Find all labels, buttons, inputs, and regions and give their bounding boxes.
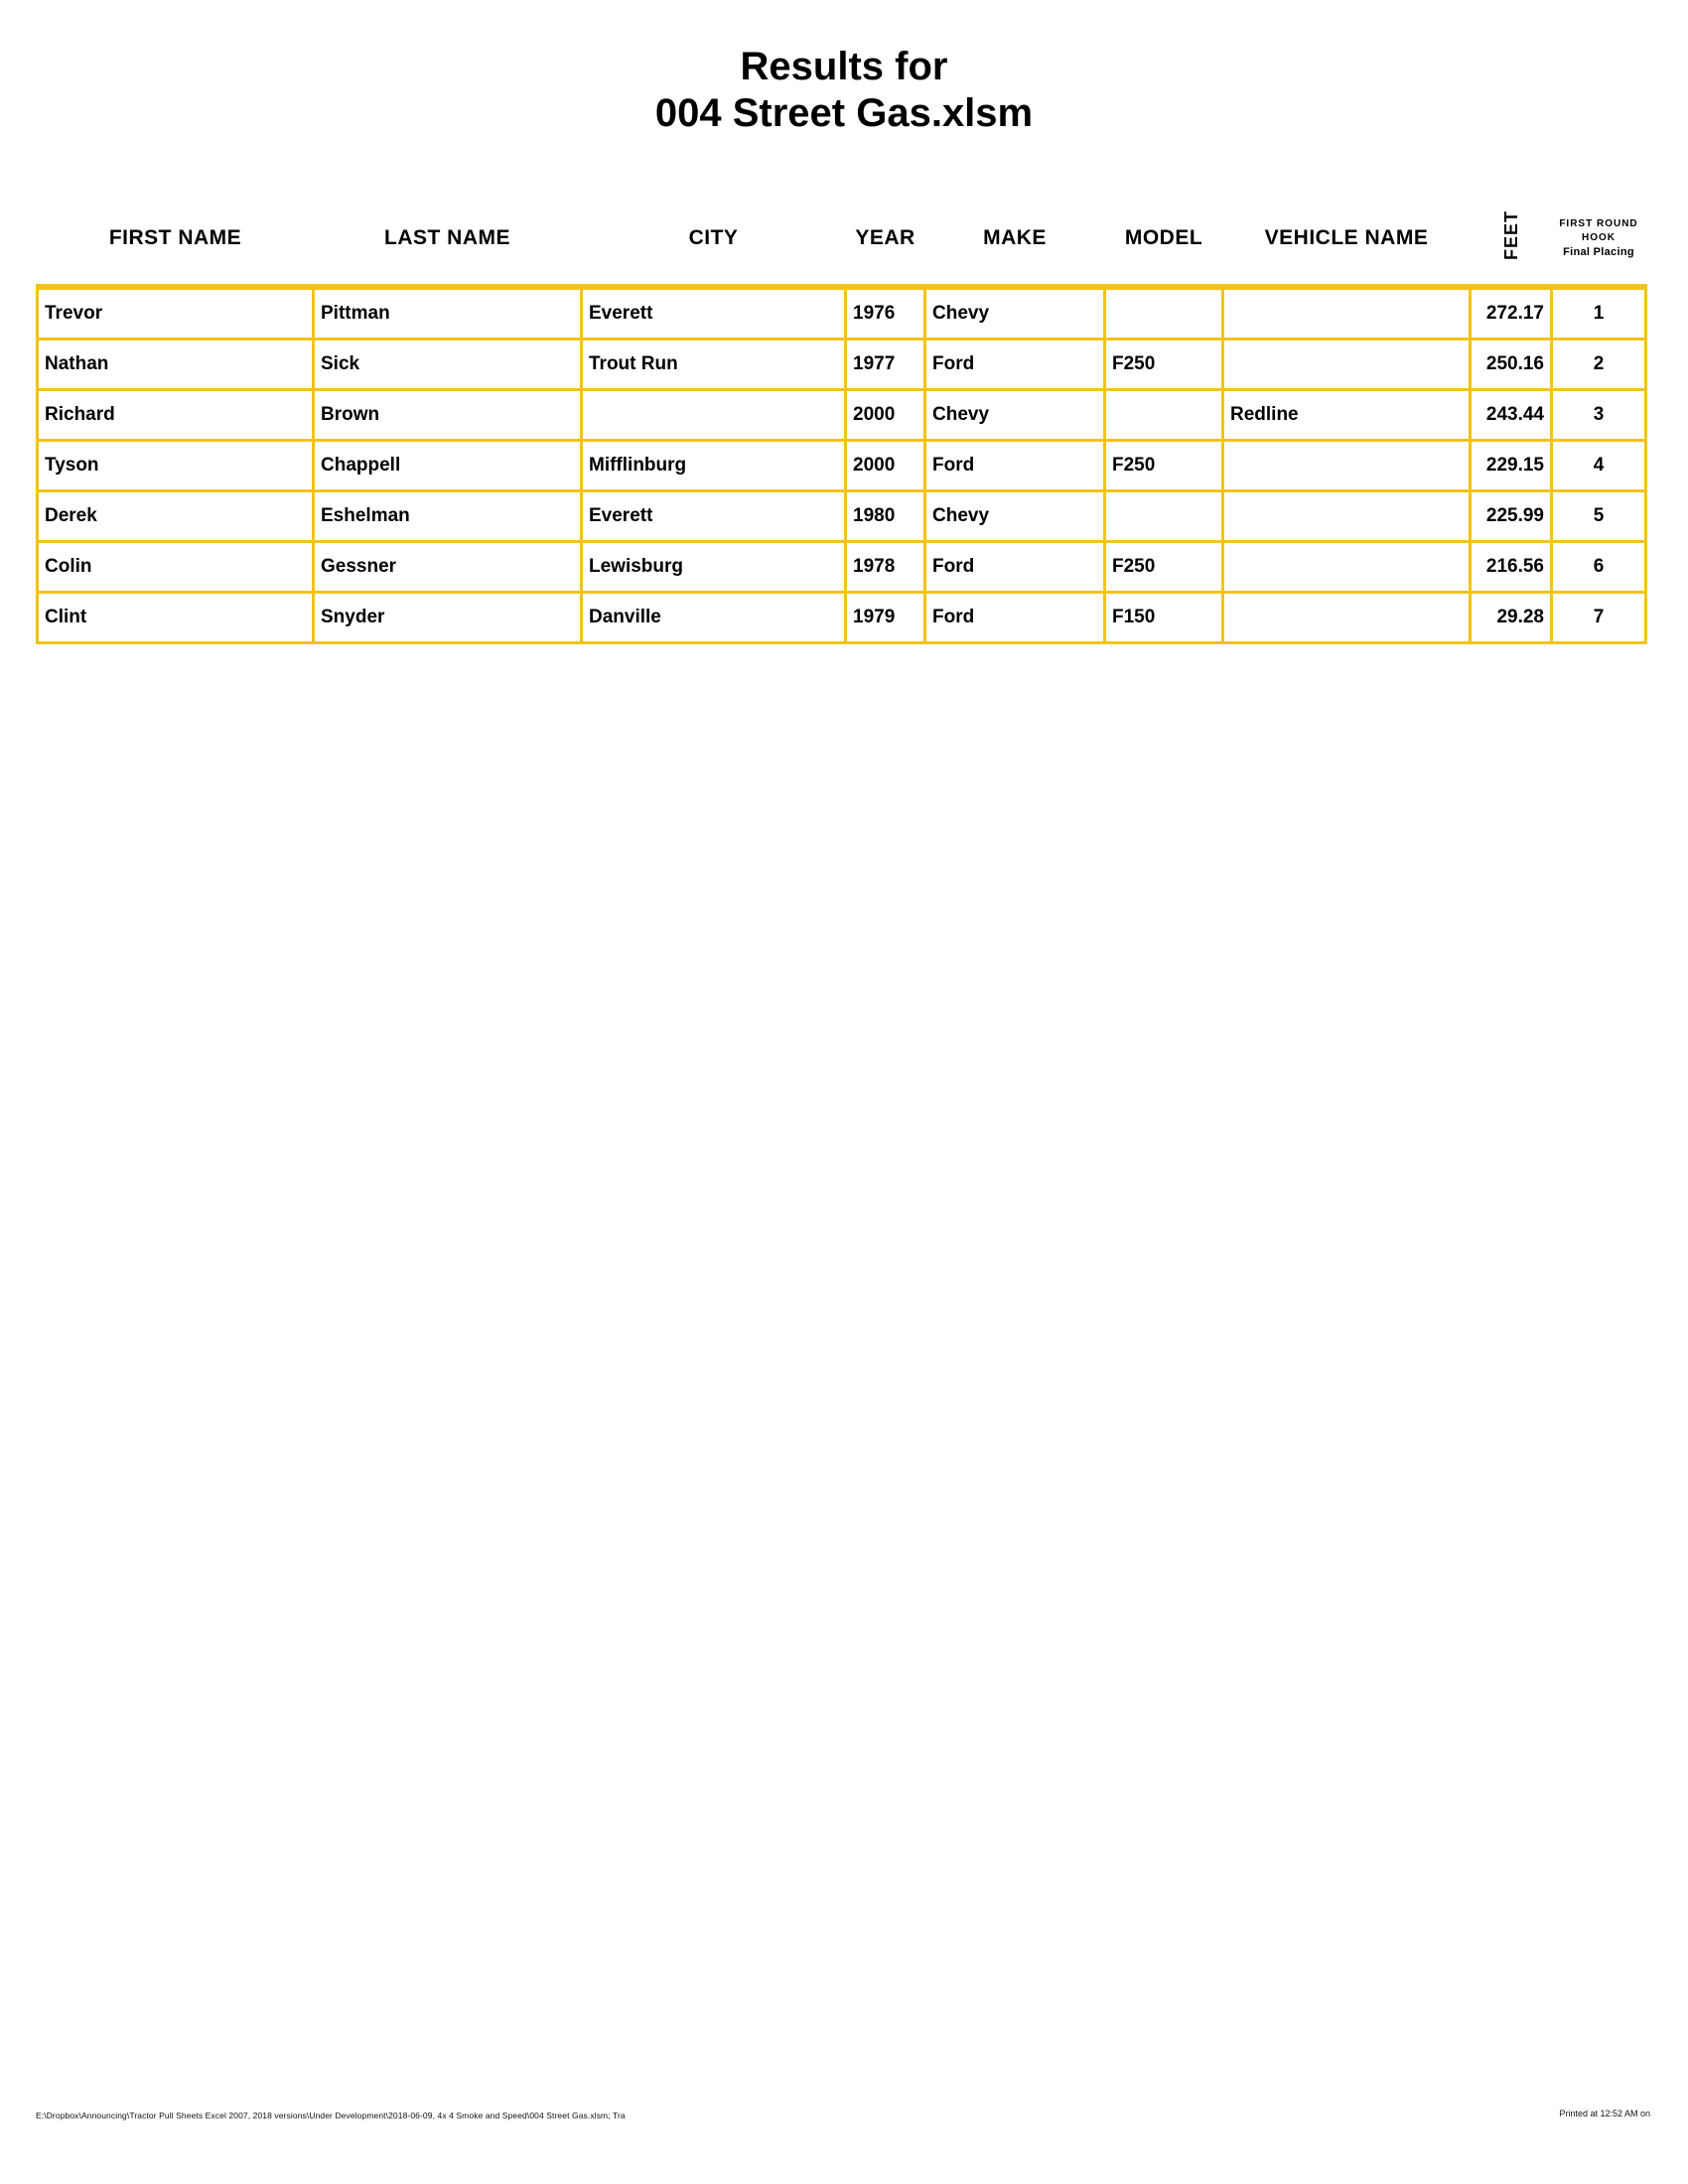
col-header-last-name: LAST NAME	[314, 199, 582, 287]
cell-make: Ford	[925, 542, 1105, 593]
results-table	[36, 199, 1647, 644]
cell-city: Trout Run	[582, 340, 846, 390]
col-header-first-name: FIRST NAME	[38, 199, 314, 287]
cell-year: 1976	[846, 287, 925, 340]
cell-feet: 250.16	[1471, 340, 1552, 390]
cell-make: Chevy	[925, 287, 1105, 340]
placing-header-line1: FIRST ROUND	[1559, 217, 1638, 229]
report-title	[0, 44, 1688, 137]
cell-city: Everett	[582, 287, 846, 340]
cell-model: F250	[1105, 441, 1223, 491]
cell-vehicle-name	[1223, 593, 1471, 643]
cell-final-placing: 3	[1552, 390, 1646, 441]
cell-make: Chevy	[925, 390, 1105, 441]
cell-final-placing: 1	[1552, 287, 1646, 340]
table-row	[38, 390, 1646, 441]
cell-final-placing: 2	[1552, 340, 1646, 390]
placing-header-line3: Final Placing	[1563, 245, 1634, 258]
cell-last-name: Eshelman	[314, 491, 582, 542]
report-title-line2: 004 Street Gas.xlsm	[654, 91, 1034, 135]
cell-feet: 243.44	[1471, 390, 1552, 441]
table-row	[38, 593, 1646, 643]
cell-model: F150	[1105, 593, 1223, 643]
cell-first-name: Clint	[38, 593, 314, 643]
cell-vehicle-name	[1223, 542, 1471, 593]
col-header-feet	[1471, 199, 1552, 287]
cell-year: 2000	[846, 441, 925, 491]
cell-final-placing: 6	[1552, 542, 1646, 593]
cell-first-name: Richard	[38, 390, 314, 441]
cell-year: 1978	[846, 542, 925, 593]
cell-feet: 225.99	[1471, 491, 1552, 542]
table-row	[38, 287, 1646, 340]
cell-make: Ford	[925, 441, 1105, 491]
col-header-final-placing	[1552, 199, 1646, 287]
col-header-year: YEAR	[846, 199, 925, 287]
cell-year: 1980	[846, 491, 925, 542]
cell-make: Ford	[925, 340, 1105, 390]
cell-model	[1105, 491, 1223, 542]
cell-feet: 272.17	[1471, 287, 1552, 340]
feet-rotated-label: FEET	[1500, 209, 1521, 260]
cell-first-name: Trevor	[38, 287, 314, 340]
cell-last-name: Gessner	[314, 542, 582, 593]
footer-file-path: E:\Dropbox\Announcing\Tractor Pull Sheets Excel 2007, 2018 versions\Under Development\2018-06-09, 4x 4 Smoke and Speed\004 Street Gas.xlsm; Tra	[36, 2111, 626, 2120]
cell-final-placing: 7	[1552, 593, 1646, 643]
cell-last-name: Chappell	[314, 441, 582, 491]
cell-model	[1105, 390, 1223, 441]
cell-year: 2000	[846, 390, 925, 441]
cell-vehicle-name: Redline	[1223, 390, 1471, 441]
cell-final-placing: 5	[1552, 491, 1646, 542]
cell-make: Ford	[925, 593, 1105, 643]
table-row	[38, 491, 1646, 542]
cell-year: 1977	[846, 340, 925, 390]
table-row	[38, 340, 1646, 390]
cell-vehicle-name	[1223, 340, 1471, 390]
col-header-city: CITY	[582, 199, 846, 287]
cell-city: Mifflinburg	[582, 441, 846, 491]
table-row	[38, 542, 1646, 593]
col-header-model: MODEL	[1105, 199, 1223, 287]
cell-vehicle-name	[1223, 441, 1471, 491]
cell-model: F250	[1105, 340, 1223, 390]
cell-feet: 229.15	[1471, 441, 1552, 491]
cell-city: Lewisburg	[582, 542, 846, 593]
cell-city: Everett	[582, 491, 846, 542]
cell-last-name: Pittman	[314, 287, 582, 340]
cell-year: 1979	[846, 593, 925, 643]
cell-first-name: Nathan	[38, 340, 314, 390]
cell-first-name: Derek	[38, 491, 314, 542]
header-row	[38, 199, 1646, 287]
cell-model	[1105, 287, 1223, 340]
col-header-vehicle-name: VEHICLE NAME	[1223, 199, 1471, 287]
table-row	[38, 441, 1646, 491]
cell-vehicle-name	[1223, 287, 1471, 340]
cell-feet: 216.56	[1471, 542, 1552, 593]
cell-first-name: Tyson	[38, 441, 314, 491]
cell-final-placing: 4	[1552, 441, 1646, 491]
cell-city	[582, 390, 846, 441]
cell-vehicle-name	[1223, 491, 1471, 542]
cell-last-name: Brown	[314, 390, 582, 441]
cell-feet: 29.28	[1471, 593, 1552, 643]
cell-city: Danville	[582, 593, 846, 643]
cell-make: Chevy	[925, 491, 1105, 542]
report-title-line1: Results for	[740, 45, 948, 88]
cell-model: F250	[1105, 542, 1223, 593]
placing-header-line2: HOOK	[1582, 231, 1616, 243]
footer-printed-timestamp: Printed at 12:52 AM on	[1559, 2109, 1650, 2118]
cell-last-name: Sick	[314, 340, 582, 390]
cell-last-name: Snyder	[314, 593, 582, 643]
cell-first-name: Colin	[38, 542, 314, 593]
col-header-make: MAKE	[925, 199, 1105, 287]
